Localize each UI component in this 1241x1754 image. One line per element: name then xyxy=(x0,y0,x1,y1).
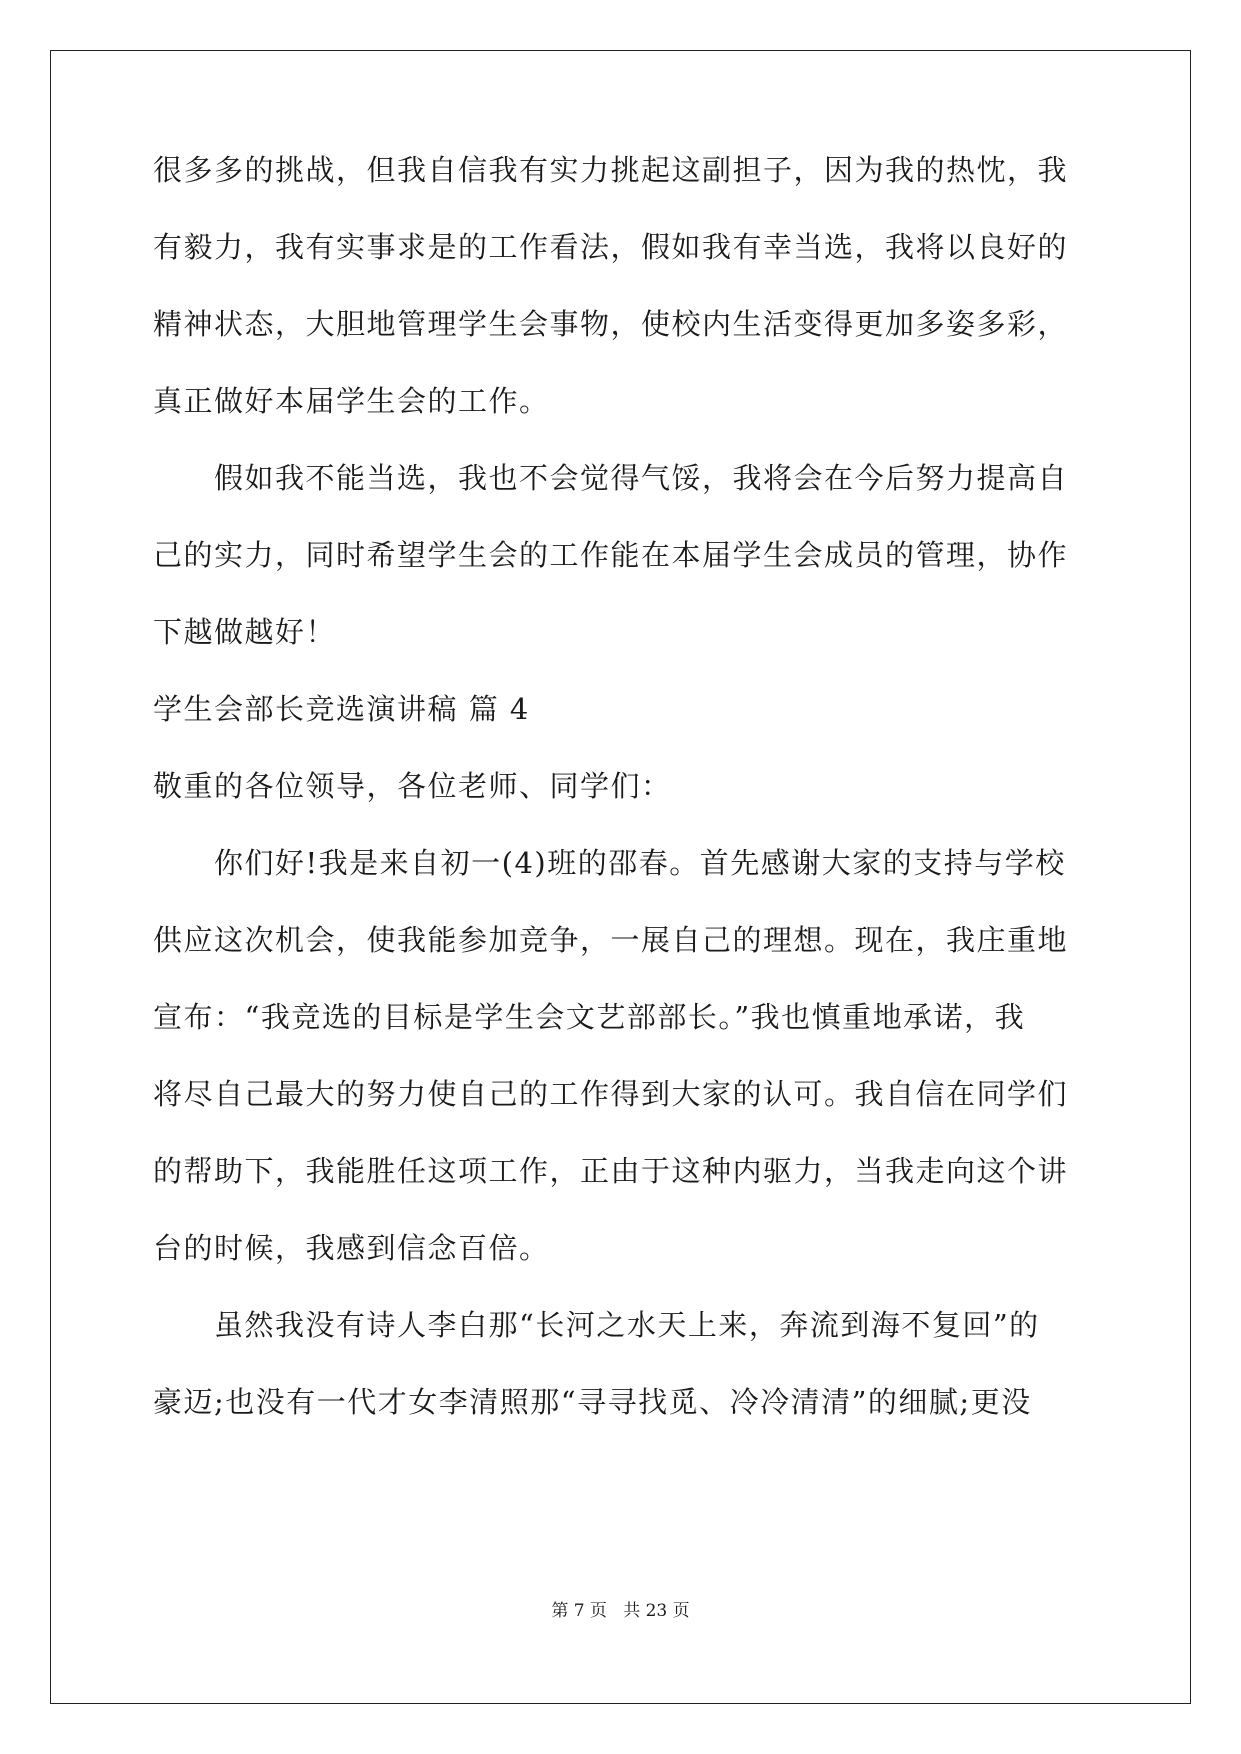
page-number-footer: 第 7 页 共 23 页 xyxy=(551,1601,690,1621)
text-line: 你们好!我是来自初一(4)班的邵春。首先感谢大家的支持与学校 xyxy=(214,846,1066,880)
text-line: 有毅力，我有实事求是的工作看法，假如我有幸当选，我将以良好的 xyxy=(153,230,1069,264)
text-line: 将尽自己最大的努力使自己的工作得到大家的认可。我自信在同学们 xyxy=(153,1077,1069,1111)
text-line: 很多多的挑战，但我自信我有实力挑起这副担子，因为我的热忱，我 xyxy=(153,153,1069,187)
text-line: 真正做好本届学生会的工作。 xyxy=(153,384,550,418)
salutation: 敬重的各位领导，各位老师、同学们： xyxy=(153,769,672,803)
text-line: 宣布：“我竞选的目标是学生会文艺部部长。”我也慎重地承诺，我 xyxy=(153,1000,1026,1034)
text-line: 豪迈;也没有一代才女李清照那“寻寻找觅、冷冷清清”的细腻;更没 xyxy=(153,1385,1032,1419)
text-line: 假如我不能当选，我也不会觉得气馁，我将会在今后努力提高自 xyxy=(214,461,1069,495)
section-heading: 学生会部长竞选演讲稿 篇 4 xyxy=(153,692,530,726)
text-line: 的帮助下，我能胜任这项工作，正由于这种内驱力，当我走向这个讲 xyxy=(153,1154,1069,1188)
text-line: 己的实力，同时希望学生会的工作能在本届学生会成员的管理，协作 xyxy=(153,538,1069,572)
text-line: 台的时候，我感到信念百倍。 xyxy=(153,1231,550,1265)
text-line: 精神状态，大胆地管理学生会事物，使校内生活变得更加多姿多彩， xyxy=(153,307,1069,341)
text-line: 虽然我没有诗人李白那“长河之水天上来，奔流到海不复回”的 xyxy=(214,1308,1040,1342)
text-line: 下越做越好！ xyxy=(153,615,337,649)
text-line: 供应这次机会，使我能参加竞争，一展自己的理想。现在，我庄重地 xyxy=(153,923,1069,957)
